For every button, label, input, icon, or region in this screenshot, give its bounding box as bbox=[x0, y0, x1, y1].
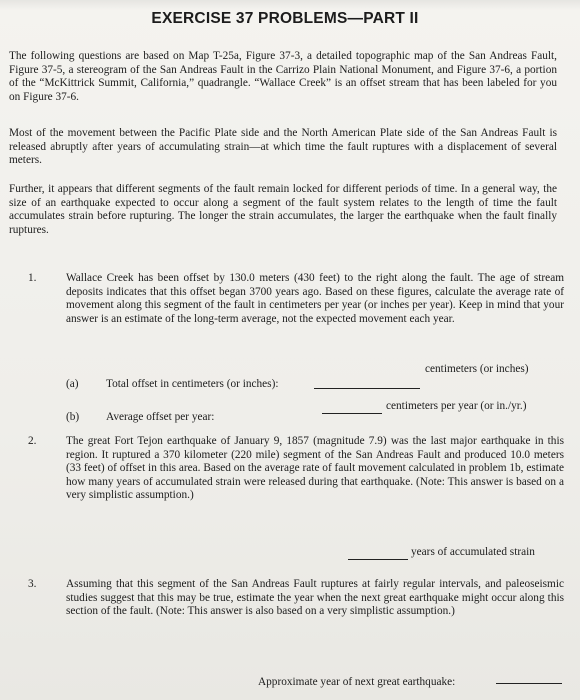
question-2 bbox=[28, 435, 568, 545]
part-label: (b) bbox=[66, 411, 80, 423]
page-title: EXERCISE 37 PROBLEMS—PART II bbox=[151, 10, 419, 27]
intro-paragraph-2: Most of the movement between the Pacific Plate side and the North American Plate side of the San Andreas Fault is released abruptly after years of accumulating strain—at which time the fault ruptures with a displacement of several meters. bbox=[9, 127, 557, 167]
part-text: Total offset in centimeters (or inches): bbox=[106, 378, 279, 390]
unit-label-1b: centimeters per year (or in./yr.) bbox=[386, 400, 527, 412]
answer-blank-2[interactable] bbox=[348, 548, 408, 560]
question-text: Assuming that this segment of the San Andreas Fault ruptures at fairly regular intervals, and paleoseismic studies suggest that this may be true, estimate the year when the next great earthquake might occur along this section of the fault. (Note: This answer is also based on a very simplistic assumption.) bbox=[66, 578, 564, 618]
answer-label-3: Approximate year of next great earthquake: bbox=[258, 676, 456, 688]
question-number: 3. bbox=[28, 578, 37, 590]
question-3 bbox=[28, 578, 568, 688]
unit-label-2: years of accumulated strain bbox=[411, 546, 535, 558]
intro-paragraph-1: The following questions are based on Map T-25a, Figure 37-3, a detailed topographic map of the San Andreas Fault, Figure 37-5, a stereogram of the San Andreas Fault in the Carrizo Plain National Monument, and Figure 37-6, a portion of the “McKittrick Summit, California,” quadrangle. “Wallace Creek” is an offset stream that has been labeled for you on Figure 37-6. bbox=[9, 50, 557, 103]
question-number: 1. bbox=[28, 272, 37, 284]
answer-blank-1a[interactable] bbox=[314, 377, 420, 389]
unit-label-1a: centimeters (or inches) bbox=[425, 363, 529, 375]
part-text: Average offset per year: bbox=[106, 411, 215, 423]
page-shadow bbox=[0, 0, 580, 10]
question-1 bbox=[28, 272, 568, 372]
answer-blank-3[interactable] bbox=[496, 672, 562, 684]
question-text: The great Fort Tejon earthquake of January 9, 1857 (magnitude 7.9) was the last major earthquake in this region. It ruptured a 370 kilometer (220 mile) segment of the San Andreas Fault and produced 10.0 meters (33 feet) of offset in this area. Based on the average rate of fault movement calculated in problem 1b, estimate how many years of accumulated strain were released during that earthquake. (Note: This answer is based on a very simplistic assumption.) bbox=[66, 435, 564, 502]
part-label: (a) bbox=[66, 378, 79, 390]
question-text: Wallace Creek has been offset by 130.0 meters (430 feet) to the right along the fault. The age of stream deposits indicates that this offset began 3700 years ago. Based on these figures, calculate the average rate of movement along this segment of the fault in centimeters per year (or inches per year). Keep in mind that your answer is an estimate of the long-term average, not the expected movement each year. bbox=[66, 272, 564, 325]
question-number: 2. bbox=[28, 435, 37, 447]
intro-paragraph-3: Further, it appears that different segments of the fault remain locked for different periods of time. In a general way, the size of an earthquake expected to occur along a segment of the fault system relates to the length of time the fault accumulates strain before rupturing. The longer the strain accumulates, the larger the earthquake when the fault finally ruptures. bbox=[9, 183, 557, 236]
answer-blank-1b[interactable] bbox=[322, 402, 382, 414]
